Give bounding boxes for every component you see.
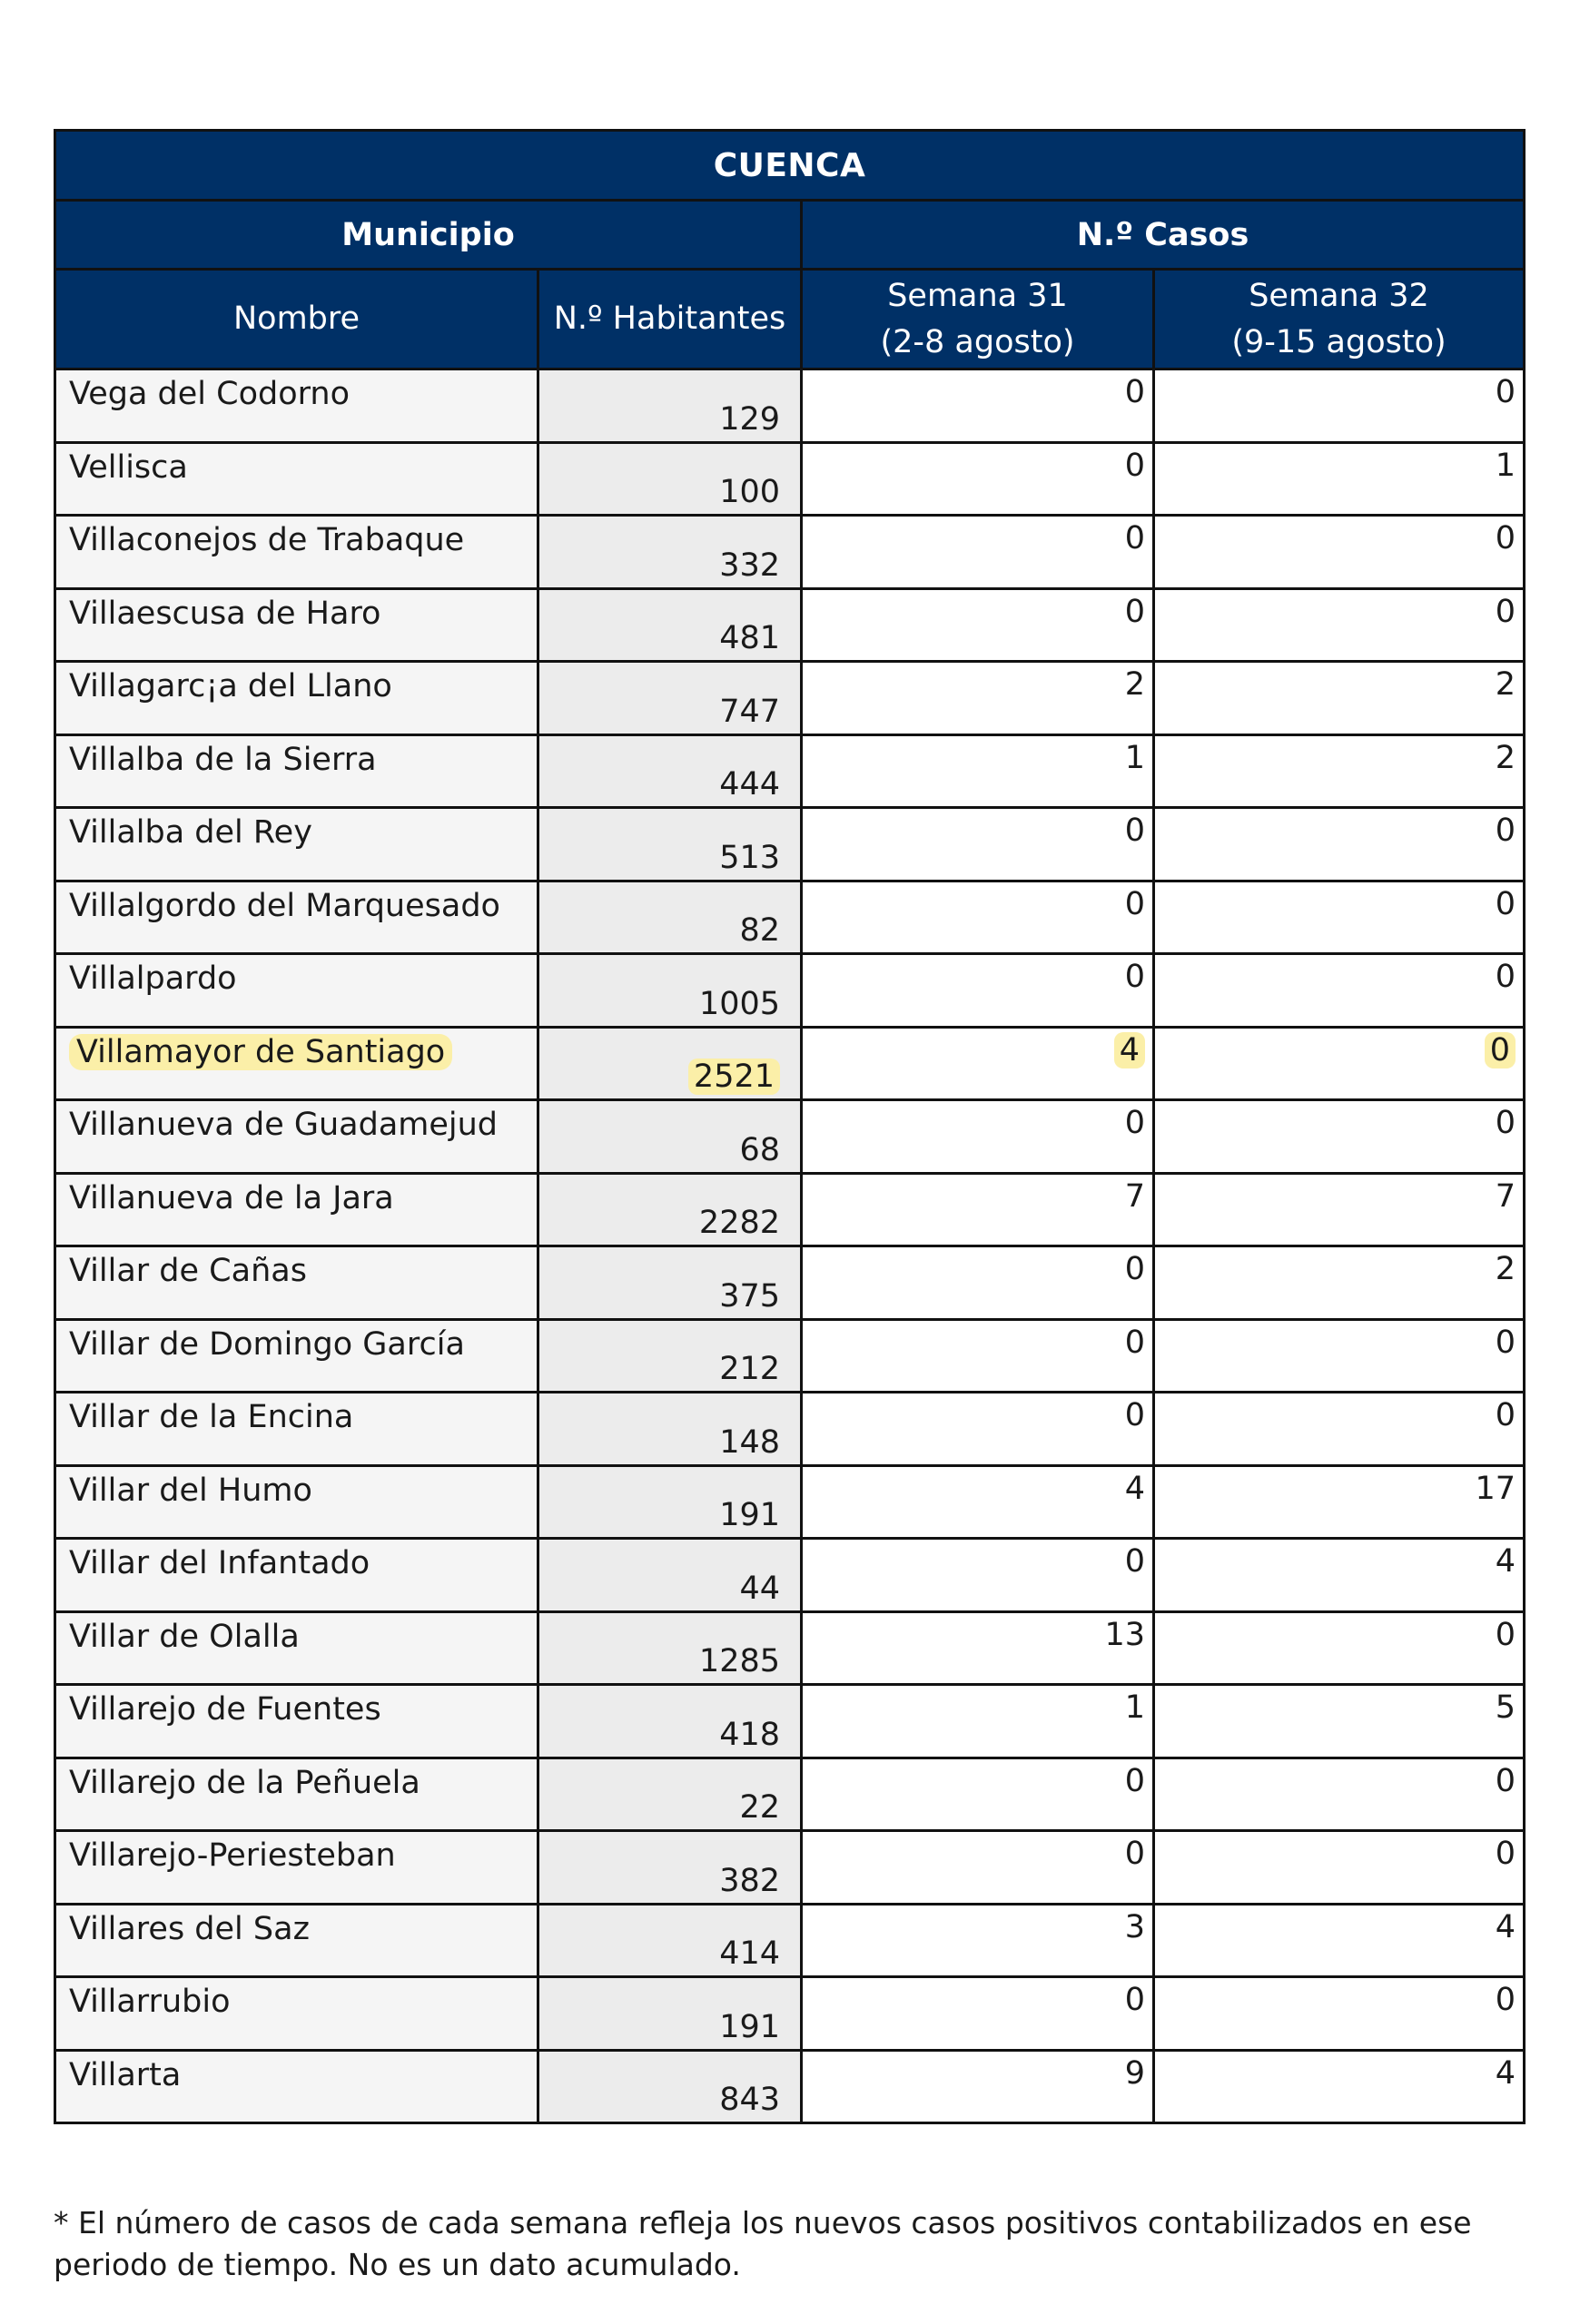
municipio-name-value: Villaconejos de Trabaque — [69, 522, 465, 558]
semana32-cases-value: 0 — [1495, 1836, 1516, 1872]
semana31-cases-value: 0 — [1124, 812, 1145, 849]
semana32-cases-cell — [1154, 1831, 1525, 1905]
habitantes-cell — [538, 1465, 802, 1539]
semana32-cases-value: 0 — [1495, 1105, 1516, 1141]
municipio-name-cell — [55, 442, 538, 516]
semana31-cases-value: 0 — [1124, 959, 1145, 995]
municipio-name-value: Villares del Saz — [69, 1910, 310, 1947]
semana31-cases-cell — [802, 808, 1154, 881]
semana31-cases-cell — [802, 1393, 1154, 1466]
habitantes-cell — [538, 1904, 802, 1977]
semana32-cases-value: 0 — [1495, 1397, 1516, 1433]
footnote: * El número de casos de cada semana refleja los nuevos casos positivos contabilizados en ese periodo de tiempo. No es un dato acumulado. — [54, 2205, 1472, 2282]
semana32-cases-cell — [1154, 1173, 1525, 1246]
municipio-name-value: Villalba del Rey — [69, 814, 312, 851]
semana31-cases-cell — [802, 442, 1154, 516]
habitantes-value: 843 — [719, 2082, 780, 2118]
municipio-name-cell — [55, 1393, 538, 1466]
municipio-name-cell — [55, 1173, 538, 1246]
semana31-cases-cell — [802, 588, 1154, 662]
habitantes-cell — [538, 1539, 802, 1612]
semana32-cases-cell — [1154, 1100, 1525, 1174]
municipio-header: Municipio — [55, 201, 802, 270]
habitantes-cell — [538, 369, 802, 443]
semana31-cases-cell — [802, 369, 1154, 443]
habitantes-cell — [538, 1100, 802, 1174]
table-row — [55, 1319, 1525, 1393]
municipio-name-value: Villalba de la Sierra — [69, 741, 377, 778]
habitantes-value: 191 — [719, 1497, 780, 1533]
semana31-cases-value: 1 — [1124, 739, 1145, 776]
semana31-cases-value: 0 — [1124, 1982, 1145, 2018]
municipio-name-value: Villanueva de Guadamejud — [69, 1107, 499, 1143]
municipio-name-cell — [55, 588, 538, 662]
casos-header: N.º Casos — [802, 201, 1525, 270]
semana31-cases-cell — [802, 1977, 1154, 2051]
semana31-cases-value: 0 — [1124, 520, 1145, 556]
municipio-name-cell — [55, 954, 538, 1028]
habitantes-value: 129 — [719, 400, 780, 438]
semana32-cases-cell — [1154, 1904, 1525, 1977]
semana32-cases-cell — [1154, 954, 1525, 1028]
table-row — [55, 442, 1525, 516]
nombre-header: Nombre — [55, 270, 538, 369]
semana31-cases-value: 0 — [1124, 447, 1145, 484]
municipio-name-cell — [55, 881, 538, 954]
semana32-cases-value: 0 — [1495, 885, 1516, 922]
semana31-cases-value: 0 — [1124, 1324, 1145, 1361]
table-row — [55, 516, 1525, 589]
semana31-cases-value: 1 — [1124, 1689, 1145, 1726]
table-row — [55, 1393, 1525, 1466]
table-row — [55, 1904, 1525, 1977]
habitantes-value: 382 — [719, 1862, 780, 1899]
habitantes-cell — [538, 881, 802, 954]
semana32-cases-cell — [1154, 516, 1525, 589]
municipio-name-cell — [55, 1977, 538, 2051]
municipio-name-value: Villagarc¡a del Llano — [69, 668, 392, 704]
semana31-cases-cell — [802, 1100, 1154, 1174]
habitantes-cell — [538, 1831, 802, 1905]
semana32-cases-cell — [1154, 369, 1525, 443]
semana31-cases-value: 0 — [1124, 1543, 1145, 1580]
habitantes-cell — [538, 1173, 802, 1246]
habitantes-cell — [538, 516, 802, 589]
semana31-cases-cell — [802, 734, 1154, 808]
habitantes-cell — [538, 1758, 802, 1831]
semana31-dates: (2-8 agosto) — [880, 323, 1075, 360]
region-header: CUENCA — [55, 131, 1525, 201]
municipio-name-value: Vega del Codorno — [69, 376, 351, 412]
semana31-cases-cell — [802, 516, 1154, 589]
habitantes-value: 100 — [719, 474, 780, 510]
municipio-name-value: Villar de Cañas — [69, 1253, 307, 1289]
table-row — [55, 1246, 1525, 1320]
semana32-cases-value: 1 — [1495, 447, 1516, 484]
habitantes-value: 44 — [739, 1570, 780, 1607]
municipio-name-value: Villalpardo — [69, 960, 237, 997]
semana31-cases-value: 2 — [1124, 666, 1145, 703]
semana31-cases-cell — [802, 1027, 1154, 1100]
habitantes-value: 414 — [719, 1935, 780, 1972]
habitantes-cell — [538, 1611, 802, 1685]
semana31-cases-value: 0 — [1124, 1397, 1145, 1433]
semana31-cases-value: 0 — [1124, 1836, 1145, 1872]
semana31-cases-cell — [802, 1831, 1154, 1905]
table-row — [55, 954, 1525, 1028]
semana31-cases-value: 7 — [1124, 1177, 1145, 1215]
municipio-name-cell — [55, 1539, 538, 1612]
semana31-cases-value: 4 — [1114, 1032, 1145, 1068]
semana32-cases-cell — [1154, 1758, 1525, 1831]
semana31-cases-cell — [802, 1758, 1154, 1831]
municipio-name-cell — [55, 369, 538, 443]
semana32-cases-cell — [1154, 1539, 1525, 1612]
semana31-cases-value: 0 — [1124, 1762, 1145, 1799]
table-row — [55, 369, 1525, 443]
semana31-cases-cell — [802, 2050, 1154, 2123]
table-row — [55, 1100, 1525, 1174]
semana31-label: Semana 31 — [887, 277, 1068, 314]
semana32-cases-cell — [1154, 734, 1525, 808]
habitantes-value: 332 — [719, 547, 780, 584]
table-row — [55, 588, 1525, 662]
habitantes-value: 375 — [719, 1277, 780, 1315]
municipio-name-cell — [55, 1685, 538, 1758]
habitantes-cell — [538, 2050, 802, 2123]
semana31-cases-cell — [802, 954, 1154, 1028]
semana31-cases-value: 4 — [1124, 1470, 1145, 1507]
semana31-cases-value: 0 — [1124, 1251, 1145, 1287]
semana32-cases-cell — [1154, 442, 1525, 516]
semana32-cases-value: 4 — [1495, 2054, 1516, 2092]
municipio-name-cell — [55, 2050, 538, 2123]
table-row — [55, 2050, 1525, 2123]
municipio-name-value: Villamayor de Santiago — [69, 1034, 452, 1070]
semana31-cases-cell — [802, 1465, 1154, 1539]
semana31-cases-value: 0 — [1124, 374, 1145, 410]
semana31-cases-cell — [802, 881, 1154, 954]
semana31-cases-cell — [802, 1611, 1154, 1685]
municipio-name-cell — [55, 1904, 538, 1977]
semana32-cases-cell — [1154, 1465, 1525, 1539]
municipio-name-value: Vellisca — [69, 448, 188, 486]
habitantes-cell — [538, 1319, 802, 1393]
habitantes-value: 418 — [719, 1716, 780, 1753]
semana32-cases-cell — [1154, 808, 1525, 881]
habitantes-value: 2521 — [688, 1059, 780, 1095]
habitantes-cell — [538, 1027, 802, 1100]
table-row — [55, 1685, 1525, 1758]
semana32-cases-value: 0 — [1495, 520, 1516, 556]
semana32-cases-value: 0 — [1495, 1982, 1516, 2018]
table-row — [55, 1831, 1525, 1905]
semana32-cases-value: 0 — [1495, 959, 1516, 995]
municipio-name-cell — [55, 1100, 538, 1174]
habitantes-cell — [538, 1685, 802, 1758]
semana32-cases-value: 5 — [1495, 1689, 1516, 1726]
semana31-cases-cell — [802, 1539, 1154, 1612]
semana32-cases-value: 4 — [1495, 1543, 1516, 1580]
municipio-name-value: Villalgordo del Marquesado — [69, 887, 500, 924]
semana32-cases-cell — [1154, 1685, 1525, 1758]
municipio-name-value: Villar del Humo — [69, 1472, 312, 1509]
semana32-label: Semana 32 — [1249, 277, 1429, 314]
semana32-cases-value: 7 — [1495, 1177, 1516, 1215]
semana32-cases-cell — [1154, 2050, 1525, 2123]
semana32-cases-cell — [1154, 1319, 1525, 1393]
municipio-name-cell — [55, 516, 538, 589]
semana31-cases-cell — [802, 1319, 1154, 1393]
semana32-cases-cell — [1154, 1027, 1525, 1100]
semana31-cases-value: 0 — [1124, 1105, 1145, 1141]
semana31-cases-value: 0 — [1124, 593, 1145, 630]
habitantes-cell — [538, 1393, 802, 1466]
cases-table — [54, 129, 1526, 2124]
semana32-cases-value: 4 — [1495, 1908, 1516, 1945]
semana32-cases-value: 0 — [1495, 812, 1516, 849]
municipio-name-value: Villarejo-Periesteban — [69, 1837, 396, 1874]
municipio-name-value: Villarta — [69, 2056, 182, 2093]
municipio-name-value: Villanueva de la Jara — [69, 1179, 394, 1216]
municipio-name-value: Villar de Domingo García — [69, 1325, 465, 1363]
municipio-name-cell — [55, 1611, 538, 1685]
municipio-name-cell — [55, 1319, 538, 1393]
municipio-name-cell — [55, 1831, 538, 1905]
semana32-cases-cell — [1154, 1246, 1525, 1320]
semana32-cases-cell — [1154, 1393, 1525, 1466]
semana31-cases-cell — [802, 1685, 1154, 1758]
semana31-cases-cell — [802, 1173, 1154, 1246]
table-row — [55, 662, 1525, 735]
habitantes-cell — [538, 1977, 802, 2051]
semana32-header — [1154, 270, 1525, 369]
municipio-name-value: Villarrubio — [69, 1984, 231, 2020]
table-row — [55, 1027, 1525, 1100]
habitantes-cell — [538, 588, 802, 662]
semana32-cases-value: 0 — [1495, 1324, 1516, 1361]
habitantes-value: 1005 — [698, 985, 780, 1022]
municipio-name-value: Villar del Infantado — [69, 1545, 370, 1581]
semana31-cases-value: 9 — [1124, 2054, 1145, 2092]
habitantes-value: 747 — [719, 693, 780, 730]
semana32-cases-value: 0 — [1495, 374, 1516, 410]
semana32-cases-value: 2 — [1495, 1251, 1516, 1287]
semana32-cases-value: 2 — [1495, 739, 1516, 776]
semana32-cases-value: 0 — [1485, 1032, 1516, 1068]
habitantes-value: 82 — [739, 912, 780, 949]
municipio-name-cell — [55, 1758, 538, 1831]
municipio-name-cell — [55, 1027, 538, 1100]
semana31-cases-value: 13 — [1104, 1616, 1145, 1653]
habitantes-value: 212 — [719, 1351, 780, 1387]
habitantes-cell — [538, 808, 802, 881]
semana32-cases-value: 2 — [1495, 666, 1516, 703]
habitantes-value: 68 — [739, 1131, 780, 1168]
habitantes-value: 2282 — [698, 1205, 780, 1241]
semana32-cases-cell — [1154, 1977, 1525, 2051]
semana31-cases-cell — [802, 1904, 1154, 1977]
semana32-cases-value: 17 — [1475, 1470, 1516, 1507]
table-row — [55, 808, 1525, 881]
municipio-name-cell — [55, 1246, 538, 1320]
semana32-cases-cell — [1154, 881, 1525, 954]
municipio-name-value: Villar de la Encina — [69, 1399, 354, 1435]
table-row — [55, 1539, 1525, 1612]
municipio-name-value: Villar de Olalla — [69, 1618, 300, 1655]
habitantes-cell — [538, 442, 802, 516]
semana32-cases-value: 0 — [1495, 593, 1516, 630]
habitantes-value: 481 — [719, 620, 780, 656]
habitantes-value: 1285 — [698, 1643, 780, 1679]
habitantes-cell — [538, 662, 802, 735]
semana32-cases-cell — [1154, 1611, 1525, 1685]
semana32-dates: (9-15 agosto) — [1231, 323, 1447, 360]
table-row — [55, 1611, 1525, 1685]
table-body — [55, 369, 1525, 2123]
municipio-name-value: Villarejo de la Peñuela — [69, 1764, 420, 1801]
semana31-cases-cell — [802, 1246, 1154, 1320]
habitantes-header: N.º Habitantes — [538, 270, 802, 369]
habitantes-value: 22 — [739, 1789, 780, 1826]
semana31-cases-value: 0 — [1124, 885, 1145, 922]
habitantes-value: 191 — [719, 2008, 780, 2045]
table-row — [55, 1465, 1525, 1539]
table-row — [55, 881, 1525, 954]
habitantes-cell — [538, 1246, 802, 1320]
habitantes-value: 444 — [719, 766, 780, 803]
semana32-cases-value: 0 — [1495, 1762, 1516, 1799]
habitantes-value: 513 — [719, 839, 780, 876]
semana31-header — [802, 270, 1154, 369]
semana32-cases-cell — [1154, 662, 1525, 735]
table-row — [55, 1758, 1525, 1831]
semana32-cases-value: 0 — [1495, 1616, 1516, 1653]
habitantes-cell — [538, 734, 802, 808]
table-row — [55, 1977, 1525, 2051]
semana32-cases-cell — [1154, 588, 1525, 662]
municipio-name-cell — [55, 734, 538, 808]
habitantes-cell — [538, 954, 802, 1028]
municipio-name-cell — [55, 808, 538, 881]
habitantes-value: 148 — [719, 1423, 780, 1461]
municipio-name-value: Villaescusa de Haro — [69, 595, 381, 632]
municipio-name-value: Villarejo de Fuentes — [69, 1691, 381, 1728]
municipio-name-cell — [55, 1465, 538, 1539]
table-row — [55, 1173, 1525, 1246]
table-row — [55, 734, 1525, 808]
semana31-cases-value: 3 — [1124, 1908, 1145, 1945]
semana31-cases-cell — [802, 662, 1154, 735]
municipio-name-cell — [55, 662, 538, 735]
